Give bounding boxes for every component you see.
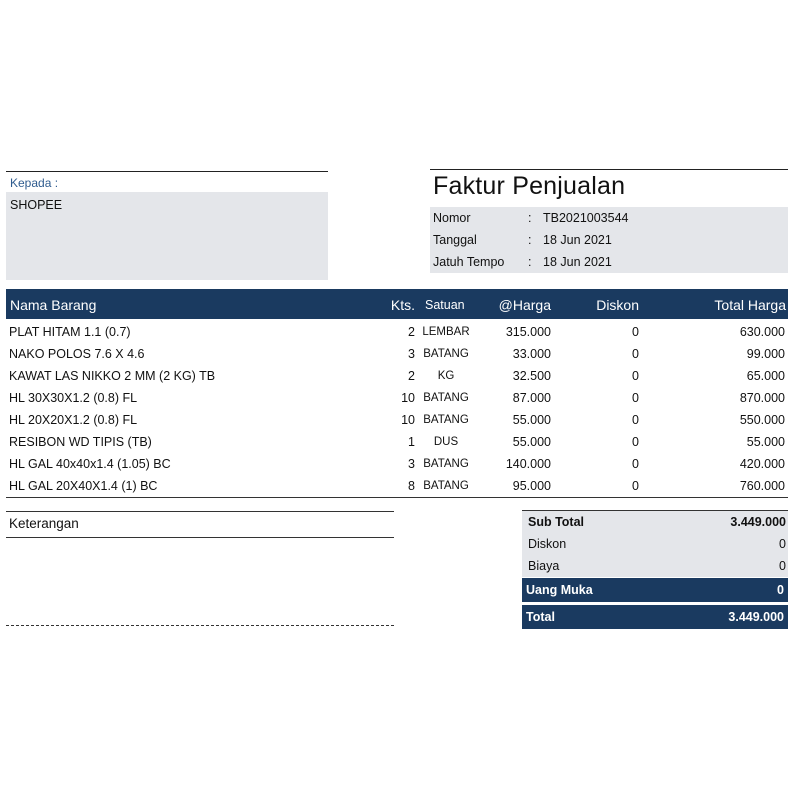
discount-row <box>528 537 786 557</box>
header-unit: Satuan <box>425 298 465 312</box>
discount-label: Diskon <box>528 537 567 551</box>
item-name: PLAT HITAM 1.1 (0.7) <box>9 325 131 339</box>
item-discount: 0 <box>632 369 639 383</box>
notes-bottom-rule <box>6 537 394 538</box>
grand-total-label: Total <box>526 610 555 624</box>
item-unit: DUS <box>433 436 459 448</box>
table-row <box>0 321 800 343</box>
item-total: 760.000 <box>739 479 785 493</box>
invoice-due-row <box>433 255 783 275</box>
item-name: NAKO POLOS 7.6 X 4.6 <box>9 347 145 361</box>
table-row <box>0 365 800 387</box>
table-bottom-rule <box>6 497 788 498</box>
item-discount: 0 <box>632 325 639 339</box>
item-unit: BATANG <box>423 392 469 404</box>
item-unit: KG <box>437 370 455 382</box>
table-row <box>0 453 800 475</box>
subtotal-label: Sub Total <box>528 515 585 529</box>
item-unit-price: 315.000 <box>505 325 551 339</box>
invoice-date-label: Tanggal <box>433 233 477 247</box>
invoice-number-value: TB2021003544 <box>543 211 629 225</box>
table-row <box>0 343 800 365</box>
item-discount: 0 <box>632 413 639 427</box>
subtotal-row <box>528 515 786 535</box>
item-quantity: 10 <box>401 413 415 427</box>
fee-row <box>528 559 786 579</box>
item-quantity: 2 <box>408 369 415 383</box>
item-unit-price: 32.500 <box>512 369 551 383</box>
discount-value: 0 <box>779 537 786 551</box>
invoice-date-row <box>433 233 783 253</box>
item-name: HL 20X20X1.2 (0.8) FL <box>9 413 138 427</box>
item-name: HL GAL 40x40x1.4 (1.05) BC <box>9 457 171 471</box>
invoice-number-row <box>433 211 783 231</box>
invoice-top-rule <box>430 169 788 170</box>
header-item-name: Nama Barang <box>10 297 97 313</box>
item-name: HL 30X30X1.2 (0.8) FL <box>9 391 138 405</box>
invoice-date-value: 18 Jun 2021 <box>543 233 612 247</box>
down-payment-row <box>522 578 788 602</box>
invoice-due-sep: : <box>528 255 532 269</box>
item-unit: BATANG <box>423 348 469 360</box>
item-quantity: 3 <box>408 347 415 361</box>
grand-total-value: 3.449.000 <box>728 610 784 624</box>
item-quantity: 2 <box>408 325 415 339</box>
item-total: 55.000 <box>746 435 785 449</box>
table-row <box>0 387 800 409</box>
item-total: 99.000 <box>746 347 785 361</box>
item-unit-price: 55.000 <box>512 435 551 449</box>
header-total-price: Total Harga <box>714 297 786 313</box>
item-name: HL GAL 20X40X1.4 (1) BC <box>9 479 158 493</box>
item-total: 630.000 <box>739 325 785 339</box>
item-name: KAWAT LAS NIKKO 2 MM (2 KG) TB <box>9 369 216 383</box>
item-unit: BATANG <box>423 458 469 470</box>
table-row <box>0 431 800 453</box>
invoice-due-label: Jatuh Tempo <box>433 255 505 269</box>
customer-label: Kepada : <box>10 176 59 190</box>
signature-dashed-line <box>6 625 394 626</box>
invoice-number-label: Nomor <box>433 211 471 225</box>
item-unit-price: 140.000 <box>505 457 551 471</box>
item-unit: BATANG <box>423 480 469 492</box>
item-unit-price: 87.000 <box>512 391 551 405</box>
header-unit-price: @Harga <box>498 297 551 313</box>
invoice-date-sep: : <box>528 233 532 247</box>
down-payment-value: 0 <box>777 583 784 597</box>
subtotal-value: 3.449.000 <box>730 515 786 529</box>
table-row <box>0 409 800 431</box>
item-unit-price: 95.000 <box>512 479 551 493</box>
item-quantity: 3 <box>408 457 415 471</box>
item-quantity: 10 <box>401 391 415 405</box>
grand-total-row <box>522 605 788 629</box>
customer-name: SHOPEE <box>10 198 63 212</box>
table-row <box>0 475 800 497</box>
notes-label: Keterangan <box>9 516 79 531</box>
item-total: 550.000 <box>739 413 785 427</box>
item-name: RESIBON WD TIPIS (TB) <box>9 435 152 449</box>
invoice-number-sep: : <box>528 211 532 225</box>
item-unit: LEMBAR <box>422 326 470 338</box>
customer-top-rule <box>6 171 328 172</box>
notes-top-rule <box>6 511 394 512</box>
item-unit-price: 33.000 <box>512 347 551 361</box>
header-discount: Diskon <box>596 297 639 313</box>
item-quantity: 8 <box>408 479 415 493</box>
item-unit-price: 55.000 <box>512 413 551 427</box>
item-discount: 0 <box>632 391 639 405</box>
header-quantity: Kts. <box>390 297 415 313</box>
item-discount: 0 <box>632 435 639 449</box>
item-total: 420.000 <box>739 457 785 471</box>
item-discount: 0 <box>632 479 639 493</box>
item-discount: 0 <box>632 347 639 361</box>
invoice-title: Faktur Penjualan <box>433 172 626 200</box>
item-total: 65.000 <box>746 369 785 383</box>
down-payment-label: Uang Muka <box>526 583 593 597</box>
fee-value: 0 <box>779 559 786 573</box>
item-unit: BATANG <box>423 414 469 426</box>
item-discount: 0 <box>632 457 639 471</box>
invoice-due-value: 18 Jun 2021 <box>543 255 612 269</box>
item-total: 870.000 <box>739 391 785 405</box>
fee-label: Biaya <box>528 559 560 573</box>
item-quantity: 1 <box>408 435 415 449</box>
